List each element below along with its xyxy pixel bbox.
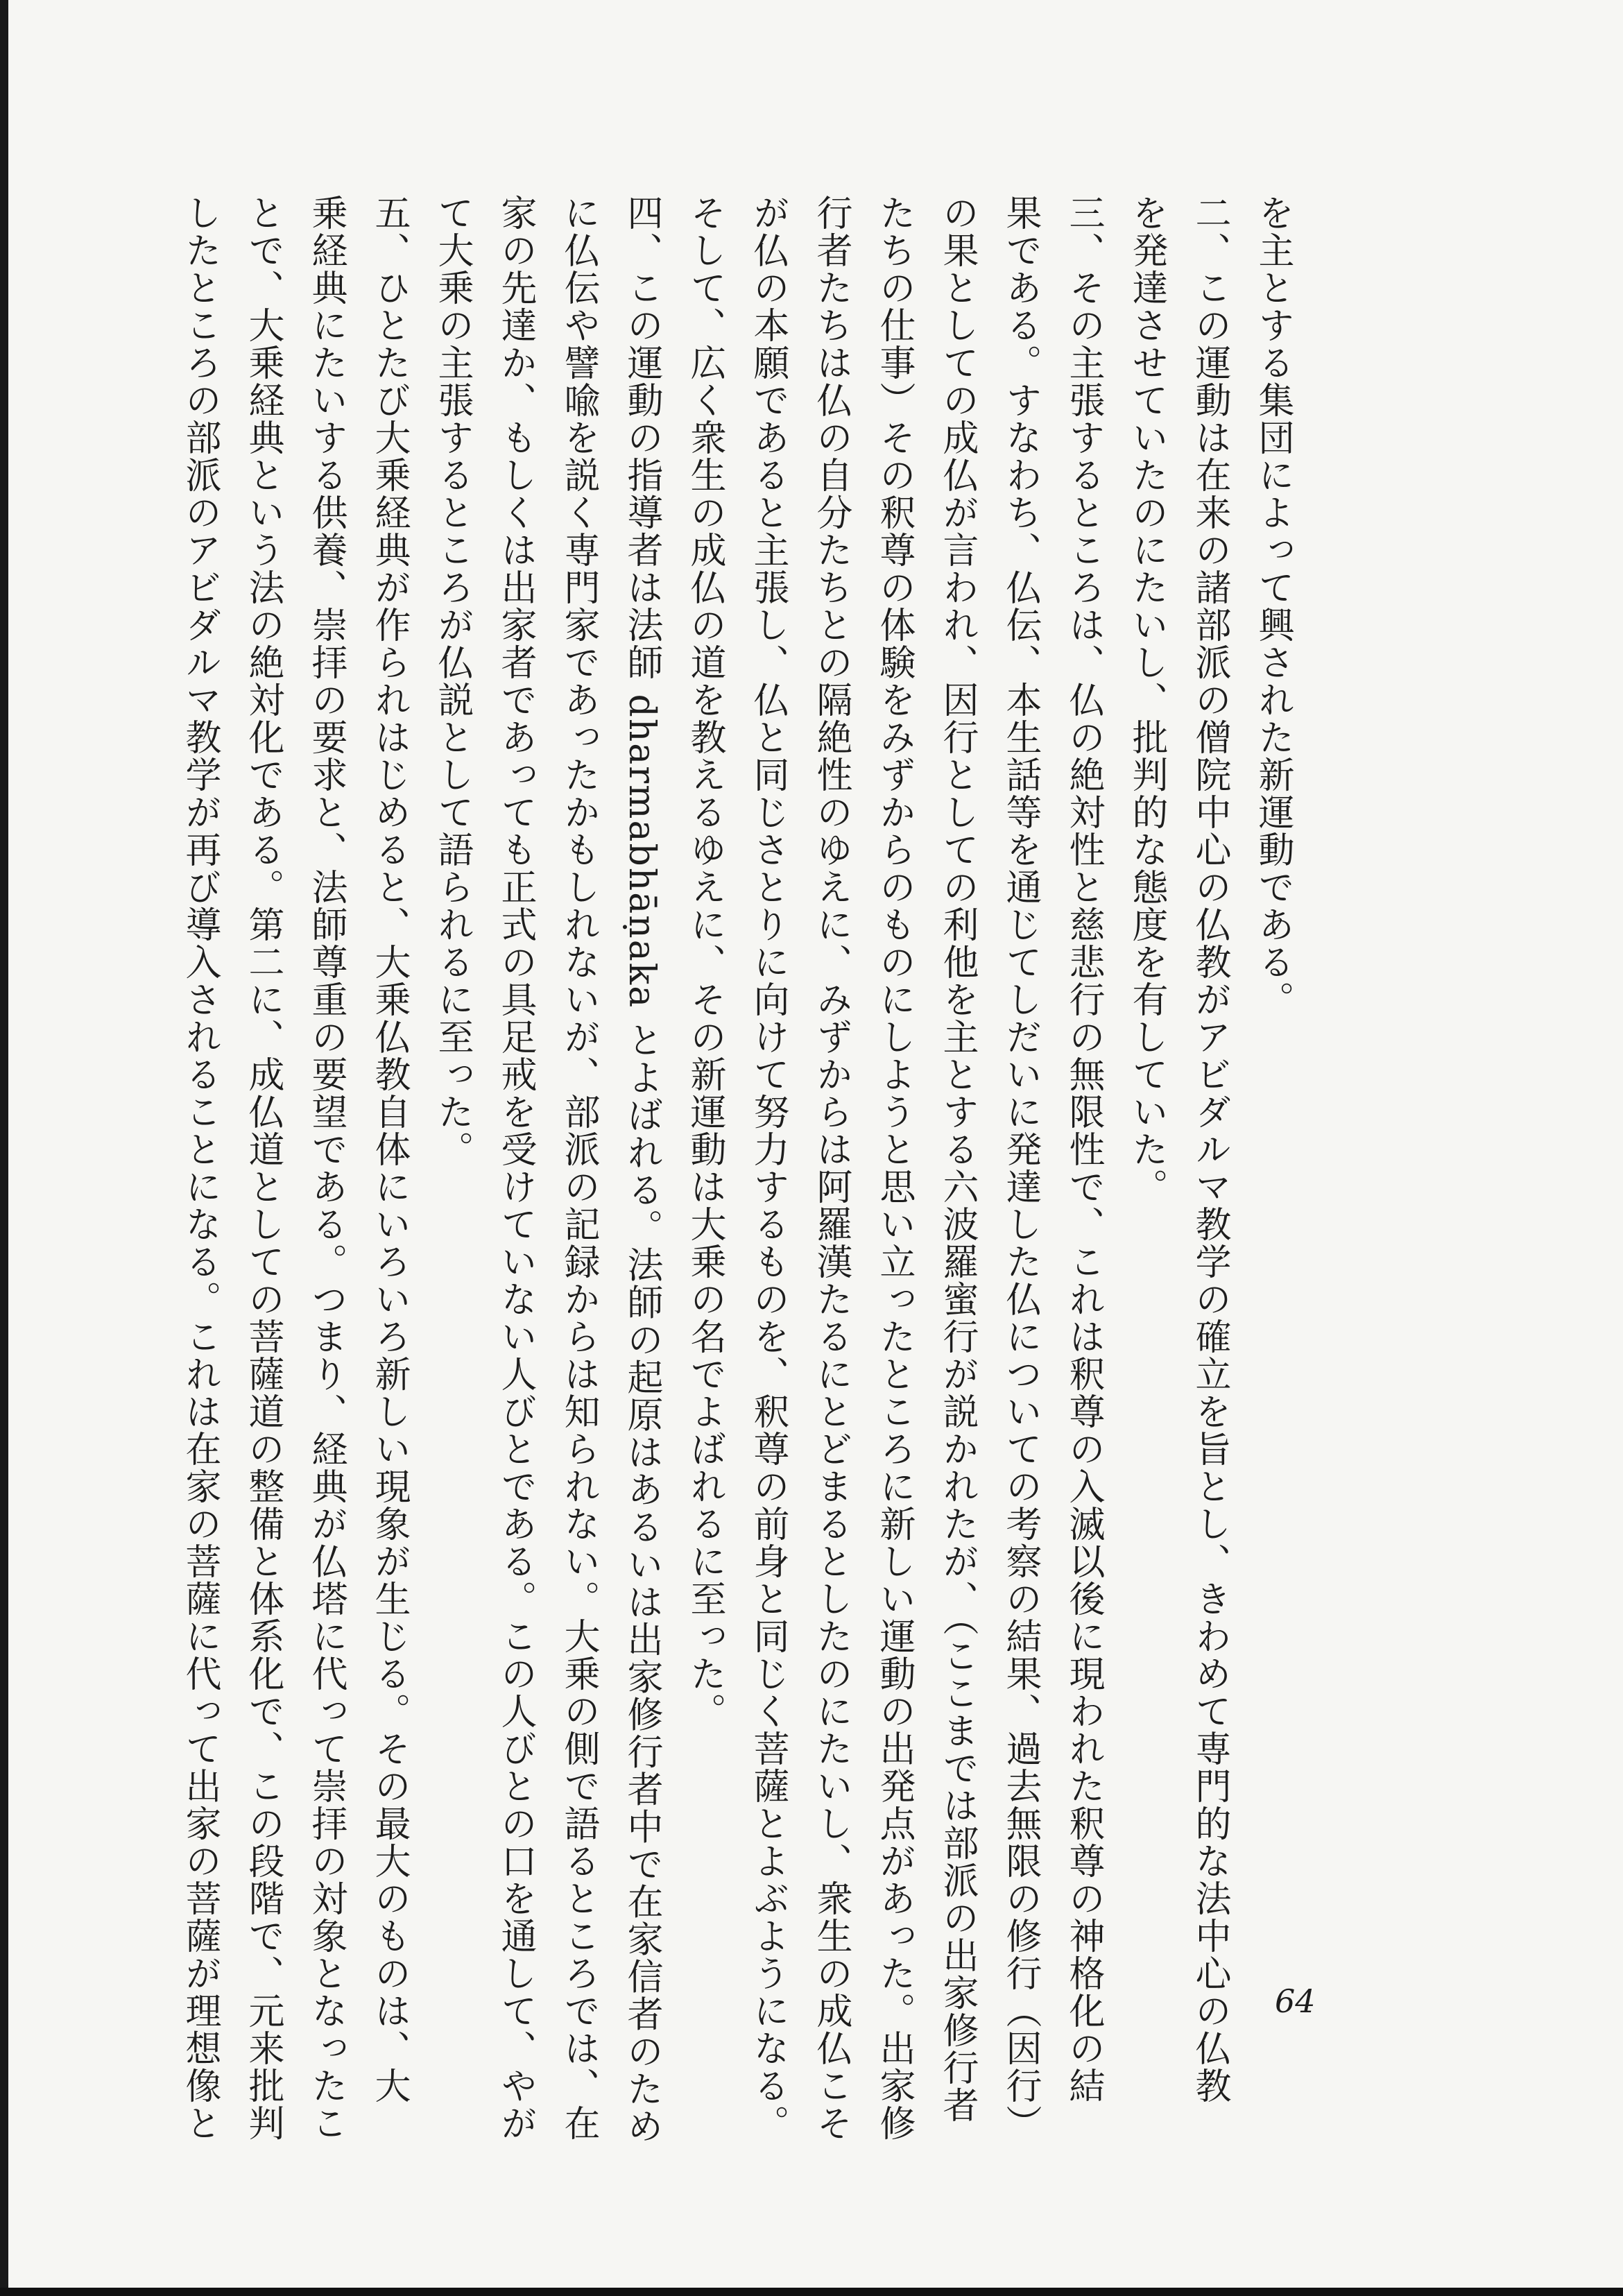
text-line: 果である。すなわち、仏伝、本生話等を通じてしだいに発達した仏についての考察の結果、過去無限の修行（因行） — [999, 194, 1041, 2142]
text-line: 行者たちは仏の自分たちとの隔絶性のゆえに、みずからは阿羅漢たるにとどまるとしたのにたいし、衆生の成仏こそ — [810, 194, 852, 2142]
text-line: て大乗の主張するところが仏説として語られるに至った。 — [431, 194, 473, 1168]
text-line: を主とする集団によって興された新運動である。 — [1252, 194, 1294, 1018]
page-number: 64 — [1275, 1982, 1316, 2020]
text-line: 乗経典にたいする供養、崇拝の要求と、法師尊重の要望である。つまり、経典が仏塔に代って崇拝の対象となったこ — [305, 194, 347, 2142]
text-line: したところの部派のアビダルマ教学が再び導入されることになる。これは在家の菩薩に代って出家の菩薩が理想像と — [179, 194, 221, 2142]
text-line: 五、ひとたび大乗経典が作られはじめると、大乗仏教自体にいろいろ新しい現象が生じる。その最大のものは、大 — [368, 194, 410, 2105]
text-line: に仏伝や譬喩を説く専門家であったかもしれないが、部派の記録からは知られない。大乗の側で語るところでは、在 — [558, 194, 599, 2142]
text-line: が仏の本願であると主張し、仏と同じさとりに向けて努力するものを、釈尊の前身と同じく菩薩とよぶようになる。 — [747, 194, 789, 2142]
text-line: を発達させていたのにたいし、批判的な態度を有していた。 — [1126, 194, 1167, 1206]
scan-bottom-border — [0, 2288, 1623, 2296]
text-line: 家の先達か、もしくは出家者であっても正式の具足戒を受けていない人びとである。この人びとの口を通して、やが — [495, 194, 536, 2142]
text-line: 三、その主張するところは、仏の絶対性と慈悲行の無限性で、これは釈尊の入滅以後に現われた釈尊の神格化の結 — [1063, 194, 1104, 2105]
text-line: の果としての成仏が言われ、因行としての利他を主とする六波羅蜜行が説かれたが、（ここまでは部派の出家修行者 — [936, 194, 978, 2124]
text-line: 四、この運動の指導者は法師 dharmabhāṇaka とよばれる。法師の起原はあるいは出家修行者中で在家信者のため — [621, 194, 662, 2145]
text-line: そして、広く衆生の成仏の道を教えるゆえに、その新運動は大乗の名でよばれるに至った。 — [684, 194, 725, 1730]
scan-left-border — [0, 0, 8, 2296]
text-line: たちの仕事）その釈尊の体験をみずからのものにしようと思い立ったところに新しい運動の出発点があった。出家修 — [873, 194, 915, 2142]
text-line: 二、この運動は在来の諸部派の僧院中心の仏教がアビダルマ教学の確立を旨とし、きわめて専門的な法中心の仏教 — [1189, 194, 1230, 2105]
text-line: とで、大乗経典という法の絶対化である。第二に、成仏道としての菩薩道の整備と体系化で、この段階で、元来批判 — [242, 194, 284, 2142]
